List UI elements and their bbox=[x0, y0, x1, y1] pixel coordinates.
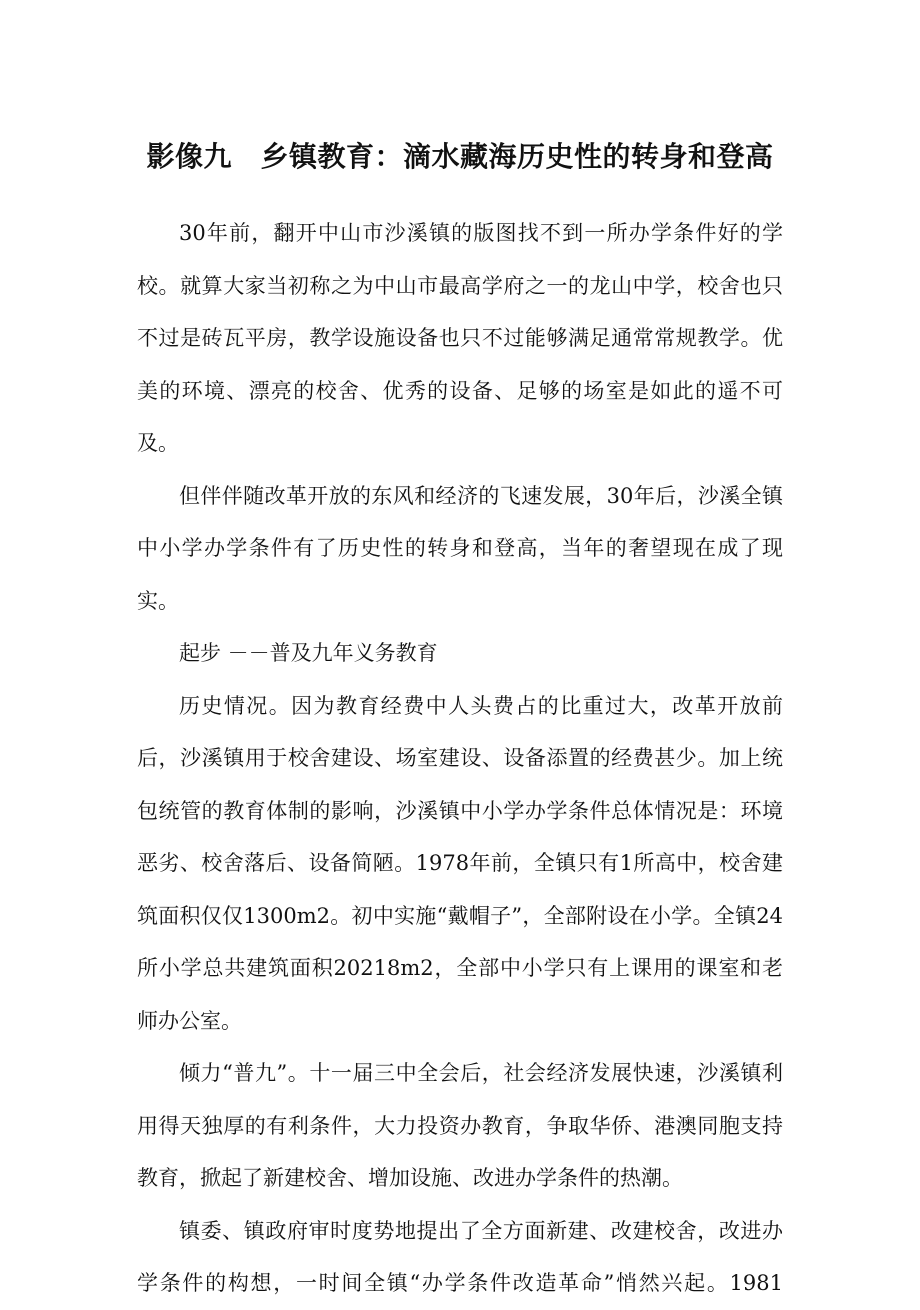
paragraph-transformation: 但伴伴随改革开放的东风和经济的飞速发展，30年后，沙溪全镇中小学办学条件有了历史性的转身和登高，当年的奢望现在成了现实。 bbox=[137, 483, 783, 613]
paragraph-history: 历史情况。因为教育经费中人头费占的比重过大，改革开放前后，沙溪镇用于校舍建设、场室建设、设备添置的经费甚少。加上统包统管的教育体制的影响，沙溪镇中小学办学条件总体情况是：环境恶劣、校舍落后、设备简陋。1978年前，全镇只有1所高中，校舍建筑面积仅仅1300m2。初中实施“戴帽子”，全部附设在小学。全镇24所小学总共建筑面积20218m2，全部中小学只有上课用的课室和老师办公室。 bbox=[137, 693, 783, 1033]
section-heading-start: 起步 －－普及九年义务教育 bbox=[179, 641, 438, 665]
paragraph-puji: 倾力“普九”。十一届三中全会后，社会经济发展快速，沙溪镇利用得天独厚的有利条件，大力投资办教育，争取华侨、港澳同胞支持教育，掀起了新建校舍、增加设施、改进办学条件的热潮。 bbox=[137, 1061, 783, 1190]
document-title: 影像九 乡镇教育：滴水藏海历史性的转身和登高 bbox=[146, 139, 774, 173]
paragraph-intro: 30年前，翻开中山市沙溪镇的版图找不到一所办学条件好的学校。就算大家当初称之为中山市最高学府之一的龙山中学，校舍也只不过是砖瓦平房，教学设施设备也只不过能够满足通常常规教学。优美的环境、漂亮的校舍、优秀的设备、足够的场室是如此的遥不可及。 bbox=[137, 221, 783, 455]
document-body bbox=[137, 207, 783, 1310]
paragraph-reform: 镇委、镇政府审时度势地提出了全方面新建、改建校舍，改进办学条件的构想，一时间全镇“办学条件改造革命”悄然兴起。1981 bbox=[137, 1218, 783, 1295]
